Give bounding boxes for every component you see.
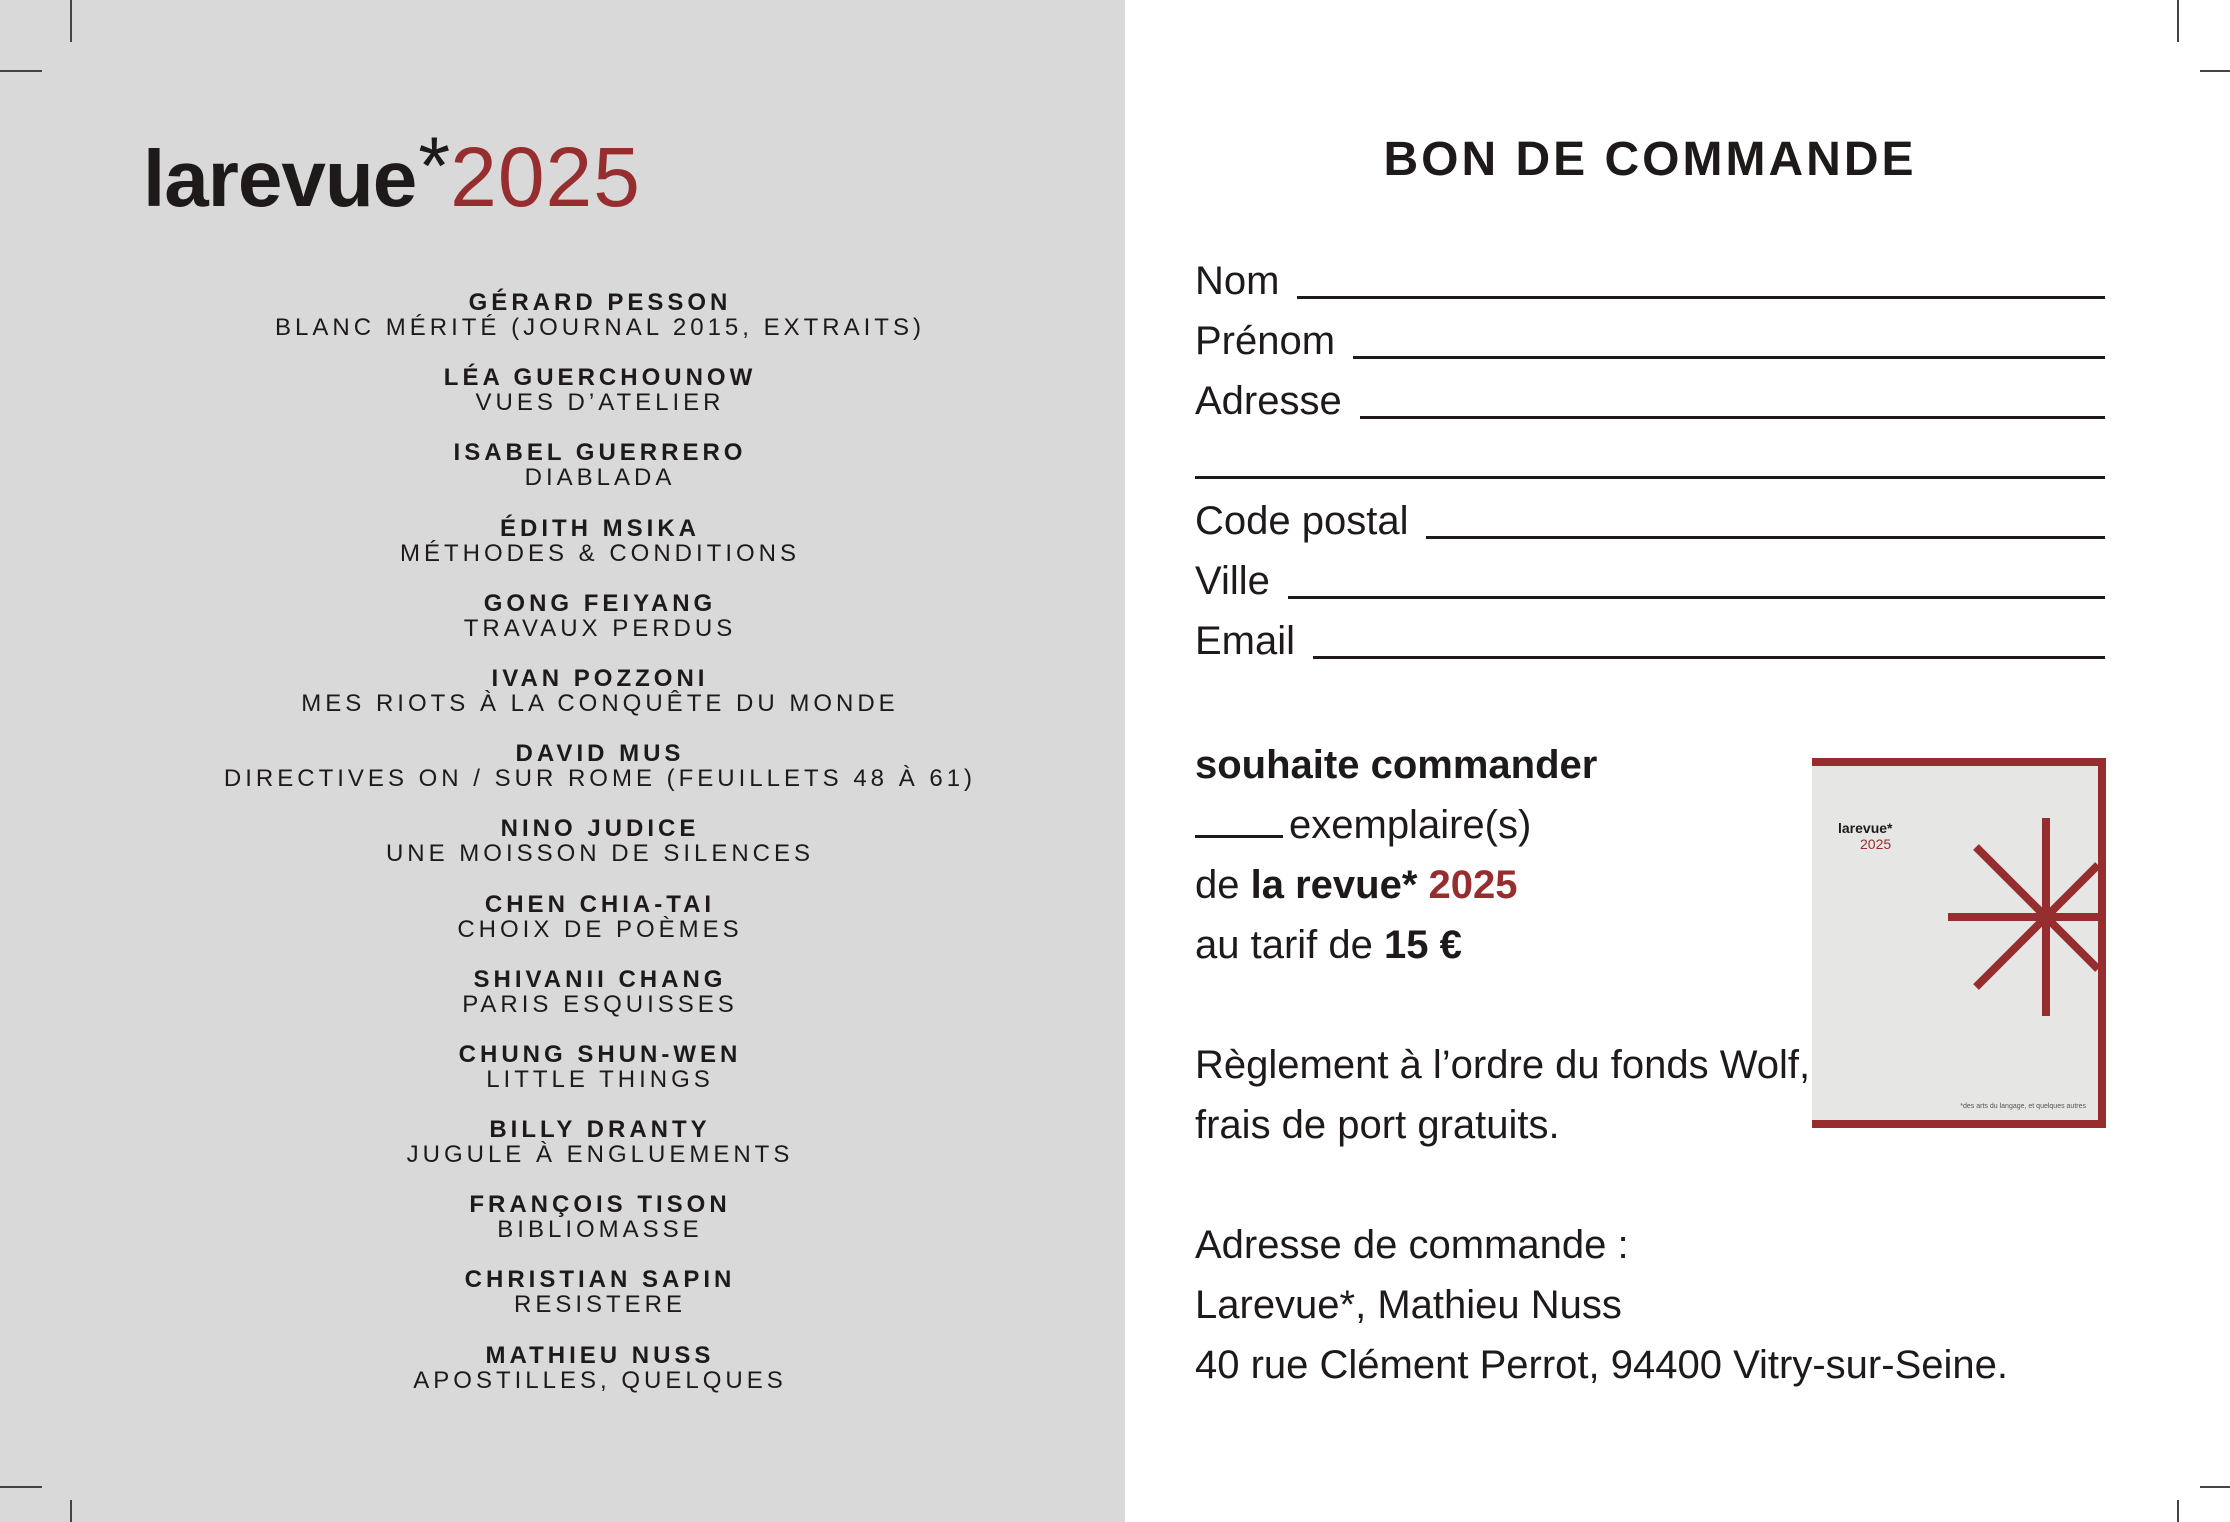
copies-blank[interactable] [1195,835,1283,838]
toc-work: MES RIOTS À LA CONQUÊTE DU MONDE [301,689,899,717]
toc-entry [200,816,1000,891]
toc-author: BILLY DRANTY [489,1116,711,1144]
toc-entry [200,967,1000,1042]
toc-work: VUES D’ATELIER [475,389,725,417]
crop-mark [70,1500,72,1522]
cover-thumbnail [1812,758,2106,1128]
address-line-2: 40 rue Clément Perrot, 94400 Vitry-sur-Seine. [1195,1343,2008,1387]
toc-work: DIABLADA [524,464,676,492]
toc-work: BLANC MÉRITÉ (JOURNAL 2015, EXTRAITS) [275,314,925,341]
logo-word: larevue [143,134,417,223]
toc-work: DIRECTIVES ON / SUR ROME (FEUILLETS 48 À 61) [223,765,977,793]
cover-title: larevue* [1838,820,1893,836]
prenom-line[interactable] [1353,356,2105,359]
logo-year: 2025 [450,130,641,224]
ville-label: Ville [1195,559,1270,603]
toc-entry [200,290,1000,365]
prenom-field[interactable] [1195,303,2105,363]
email-label: Email [1195,619,1296,663]
order-wish: souhaite commander [1195,743,1598,787]
adresse-extra-line[interactable] [1195,476,2105,479]
payment-line-1: Règlement à l’ordre du fonds Wolf, [1195,1043,1811,1087]
toc-work: PARIS ESQUISSES [462,990,738,1018]
code-postal-label: Code postal [1195,499,1409,543]
toc-author: LÉA GUERCHOUNOW [443,364,757,392]
order-revue: la revue* [1250,863,1418,907]
toc-entry [200,1117,1000,1192]
cover-footnote: *des arts du langage, et quelques autres [1960,1103,2086,1110]
crop-mark [2177,1500,2179,1522]
adresse-extra-field[interactable] [1195,423,2105,483]
crop-mark [2200,1486,2230,1488]
toc-work: TRAVAUX PERDUS [463,614,737,642]
crop-mark [2177,0,2179,42]
toc-entry [200,892,1000,967]
toc-work: CHOIX DE POÈMES [457,915,743,943]
nom-label: Nom [1195,259,1280,303]
toc-author: DAVID MUS [515,740,685,768]
toc-entry [200,1042,1000,1117]
address-heading: Adresse de commande : [1195,1223,1629,1267]
email-line[interactable] [1313,656,2105,659]
crop-mark [0,70,42,72]
toc-author: IVAN POZZONI [491,664,709,692]
code-postal-field[interactable] [1195,483,2105,543]
crop-mark [70,0,72,42]
toc-author: MATHIEU NUSS [485,1341,715,1369]
logo-star: * [418,121,451,212]
table-of-contents [200,290,1000,1418]
toc-entry [200,1343,1000,1418]
toc-entry [200,666,1000,741]
toc-entry [200,1192,1000,1267]
toc-author: ISABEL GUERRERO [453,439,747,467]
toc-author: ÉDITH MSIKA [500,514,700,542]
toc-author: NINO JUDICE [500,815,700,843]
toc-entry [200,741,1000,816]
order-year: 2025 [1428,863,1518,907]
toc-work: UNE MOISSON DE SILENCES [385,840,815,868]
address-line-1: Larevue*, Mathieu Nuss [1195,1283,1622,1327]
email-field[interactable] [1195,603,2105,663]
toc-entry [200,591,1000,666]
order-tarif-prefix: au tarif de [1195,923,1385,967]
cover-year: 2025 [1860,836,1892,852]
toc-work: LITTLE THINGS [486,1065,714,1093]
asterisk-icon [1812,758,2098,1120]
toc-author: FRANÇOIS TISON [469,1191,731,1219]
toc-work: MÉTHODES & CONDITIONS [399,539,801,567]
toc-entry [200,440,1000,515]
code-postal-line[interactable] [1426,536,2105,539]
payment-line-2: frais de port gratuits. [1195,1103,1560,1147]
prenom-label: Prénom [1195,319,1336,363]
order-copies: exemplaire(s) [1289,803,1532,847]
toc-entry [200,516,1000,591]
toc-author: GONG FEIYANG [483,589,717,617]
toc-author: CHEN CHIA-TAI [484,890,716,918]
toc-entry [200,1267,1000,1342]
toc-work: JUGULE À ENGLUEMENTS [406,1141,794,1169]
crop-mark [2200,70,2230,72]
toc-work: BIBLIOMASSE [497,1216,703,1244]
toc-work: RESISTERE [513,1291,687,1319]
toc-author: CHRISTIAN SAPIN [464,1266,736,1294]
nom-field[interactable] [1195,243,2105,303]
order-form-title: BON DE COMMANDE [1383,133,1917,186]
toc-work: APOSTILLES, QUELQUES [413,1366,787,1394]
toc-author: SHIVANII CHANG [473,965,727,993]
nom-line[interactable] [1297,296,2105,299]
cover-top-border [1812,758,2106,766]
toc-entry [200,365,1000,440]
adresse-field[interactable] [1195,363,2105,423]
order-de: de [1195,863,1251,907]
adresse-line[interactable] [1360,416,2105,419]
adresse-label: Adresse [1195,379,1342,423]
order-price: 15 € [1384,923,1462,967]
toc-author: CHUNG SHUN-WEN [458,1040,742,1068]
revue-logo [143,121,641,224]
ville-line[interactable] [1288,596,2105,599]
crop-mark [0,1486,42,1488]
ville-field[interactable] [1195,543,2105,603]
toc-author: GÉRARD PESSON [468,289,732,316]
